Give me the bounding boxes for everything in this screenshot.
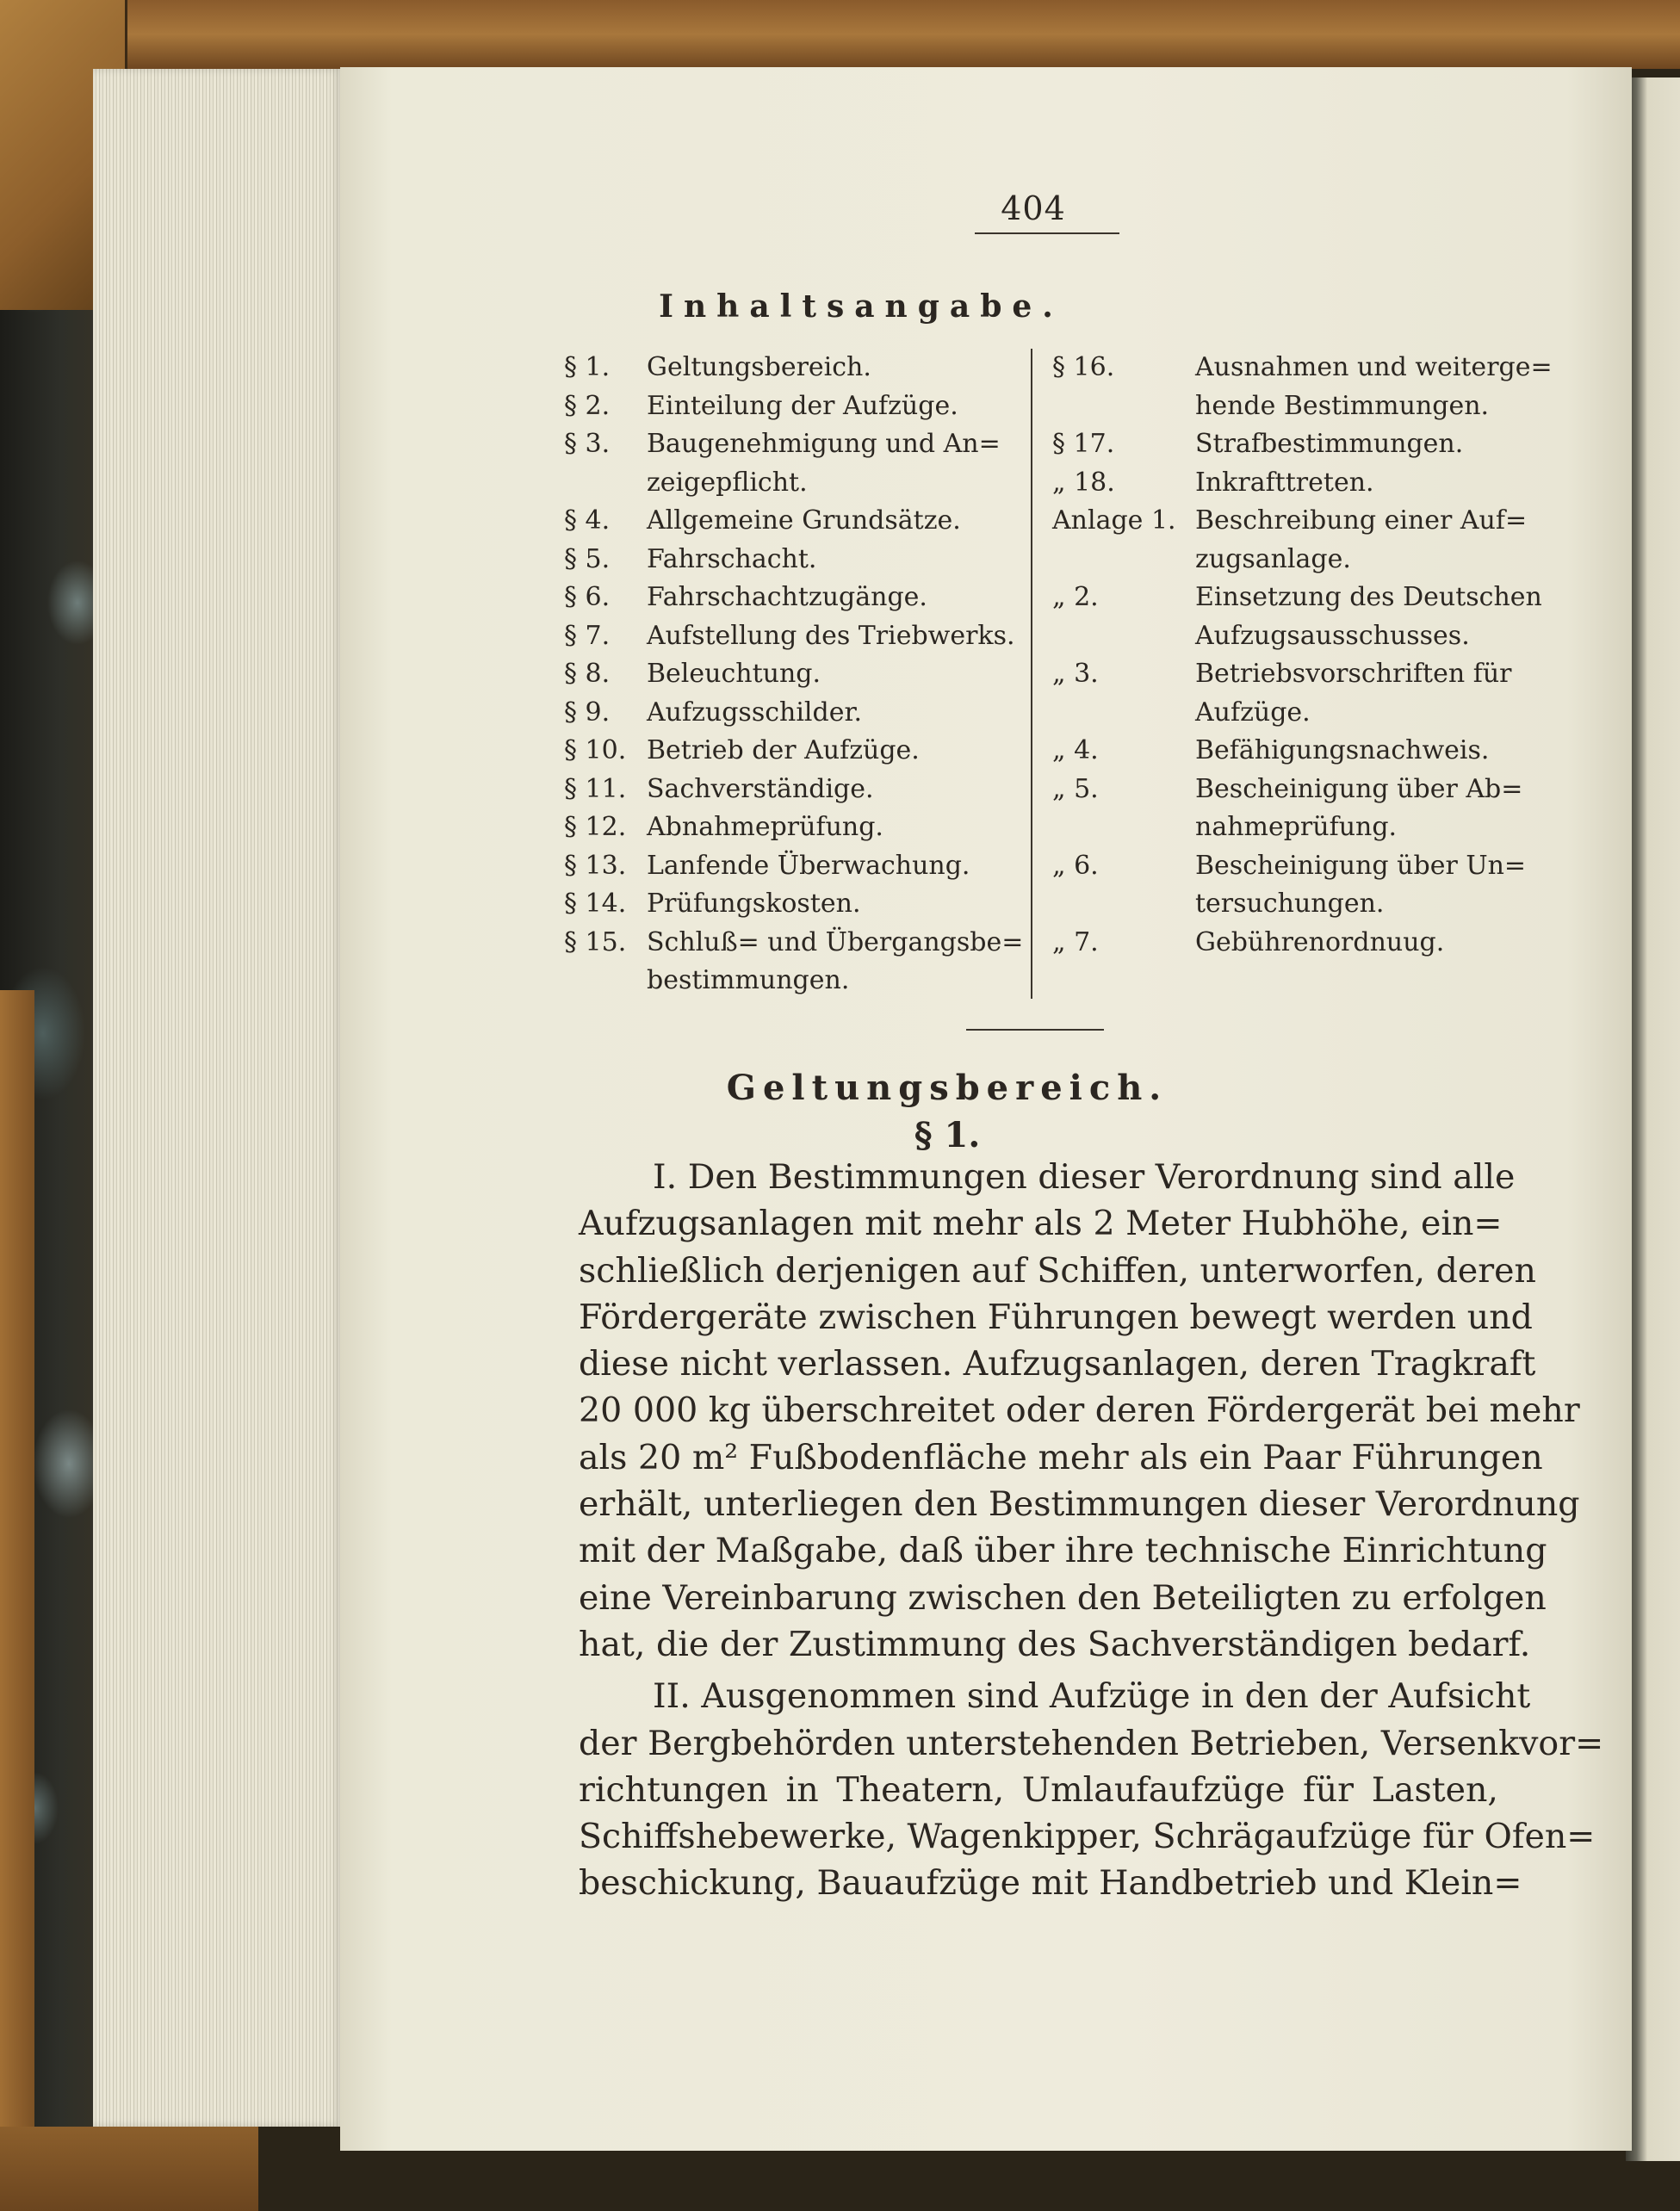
toc-entry-label: Fahrschacht. — [647, 543, 817, 574]
text-line: Schiffshebewerke, Wagenkipper, Schrägaufzüge für Ofen= — [579, 1817, 1596, 1857]
toc-entry-number: § 7. — [564, 620, 611, 651]
toc-entry-continuation: Aufzugsausschusses. — [1195, 620, 1470, 651]
toc-entry-label: Beleuchtung. — [647, 659, 821, 689]
toc-entry — [564, 847, 1033, 886]
leather-binding-bottom — [0, 2127, 258, 2211]
text-line: schließlich derjenigen auf Schiffen, unterworfen, deren — [579, 1250, 1536, 1291]
toc-entry — [564, 885, 1033, 924]
toc-entry-number: § 1. — [564, 352, 611, 382]
leather-spine — [0, 990, 34, 2211]
toc-entry — [1052, 579, 1542, 617]
toc-entry — [564, 924, 1033, 963]
toc-entry — [564, 655, 1033, 694]
toc-entry — [1052, 502, 1528, 541]
toc-entry — [564, 579, 1033, 617]
toc-entry-label: Sachverständige. — [647, 773, 874, 804]
text-line: eine Vereinbarung zwischen den Beteiligten zu erfolgen — [579, 1577, 1547, 1618]
toc-entry-continuation: zugsanlage. — [1195, 543, 1351, 574]
toc-entry-label: Betriebsvorschriften für — [1195, 659, 1512, 689]
text-line: Fördergeräte zwischen Führungen bewegt werden und — [579, 1297, 1533, 1337]
toc-entry — [564, 617, 1033, 656]
toc-entry-continuation: zeigepflicht. — [647, 467, 808, 498]
toc-entry-label: Bescheinigung über Un= — [1195, 850, 1527, 881]
toc-title: Inhaltsangabe. — [659, 288, 1063, 325]
toc-entry-continuation: hende Bestimmungen. — [1195, 390, 1490, 421]
toc-entry-number: „ 3. — [1052, 659, 1099, 689]
text-line: mit der Maßgabe, daß über ihre technische Einrichtung — [579, 1531, 1547, 1571]
body-text — [579, 1154, 1604, 1907]
toc-entry-number: § 12. — [564, 812, 627, 842]
toc-entry-number: „ 4. — [1052, 735, 1099, 765]
toc-entry-label: Betrieb der Aufzüge. — [647, 735, 920, 765]
toc-entry — [1052, 924, 1500, 963]
toc-entry-label: Lanfende Überwachung. — [647, 850, 970, 881]
text-line: erhält, unterliegen den Bestimmungen dieser Verordnung — [579, 1484, 1580, 1525]
toc-entry-number: § 3. — [564, 429, 611, 459]
toc-entry-number: § 17. — [1052, 429, 1115, 459]
toc-entry — [1052, 771, 1523, 809]
toc-entry-number: „ 5. — [1052, 773, 1099, 804]
toc-entry-label: Geltungsbereich. — [647, 352, 871, 382]
toc-entry-continuation: tersuchungen. — [1195, 889, 1385, 919]
toc-entry — [1052, 655, 1512, 694]
section-rule — [966, 1029, 1104, 1031]
toc-entry-label: Fahrschachtzugänge. — [647, 582, 927, 612]
page-number: 404 — [1001, 189, 1066, 227]
toc-entry — [564, 808, 1033, 847]
text-line: der Bergbehörden unterstehenden Betrieben, Versenkvor= — [579, 1723, 1604, 1763]
text-line: als 20 m² Fußbodenfläche mehr als ein Paar Führungen — [579, 1437, 1543, 1477]
leather-binding-top — [0, 0, 1680, 69]
text-line: 20 000 kg überschreitet oder deren Fördergerät bei mehr — [579, 1390, 1580, 1431]
toc-entry-label: Aufzugsschilder. — [647, 697, 863, 728]
toc-entry-continuation: bestimmungen. — [647, 965, 850, 995]
toc-entry-label: Aufstellung des Triebwerks. — [647, 620, 1015, 651]
toc-entry-label: Abnahmeprüfung. — [647, 812, 883, 842]
toc-left-column — [564, 349, 1033, 1000]
toc-entry-label: Befähigungsnachweis. — [1195, 735, 1490, 765]
toc-entry-number: § 15. — [564, 926, 627, 957]
toc-entry — [564, 425, 1033, 464]
toc-entry-number: § 9. — [564, 697, 611, 728]
toc-entry-number: § 16. — [1052, 352, 1115, 382]
toc-entry-label: Einteilung der Aufzüge. — [647, 390, 958, 421]
toc-entry — [564, 541, 1033, 579]
toc-entry-number: § 6. — [564, 582, 611, 612]
paragraph-label: § 1. — [914, 1115, 981, 1155]
toc-entry-number: § 4. — [564, 505, 611, 536]
toc-entry — [1052, 464, 1500, 503]
toc-entry-number: „ 18. — [1052, 467, 1115, 498]
text-line: Aufzugsanlagen mit mehr als 2 Meter Hubhöhe, ein= — [579, 1204, 1503, 1244]
text-line: diese nicht verlassen. Aufzugsanlagen, deren Tragkraft — [579, 1344, 1536, 1384]
toc-entry — [564, 732, 1033, 771]
toc-entry-number: § 13. — [564, 850, 627, 881]
toc-entry-number: „ 7. — [1052, 926, 1099, 957]
text-line: I. Den Bestimmungen dieser Verordnung sind alle — [653, 1157, 1516, 1197]
toc-divider — [1031, 349, 1032, 999]
section-title: Geltungsbereich. — [726, 1068, 1169, 1108]
toc-entry-label: Prüfungskosten. — [647, 889, 861, 919]
toc-entry-label: Strafbestimmungen. — [1195, 429, 1464, 459]
toc-entry-number: § 14. — [564, 889, 627, 919]
toc-entry-label: Gebührenordnuug. — [1195, 926, 1445, 957]
toc-entry-label: Inkrafttreten. — [1195, 467, 1374, 498]
toc-entry-label: Beschreibung einer Auf= — [1195, 505, 1528, 536]
toc-entry-number: § 10. — [564, 735, 627, 765]
toc-entry-label: Schluß= und Übergangsbe= — [647, 926, 1024, 957]
toc-entry-number: § 5. — [564, 543, 611, 574]
text-line: hat, die der Zustimmung des Sachverständigen bedarf. — [579, 1624, 1531, 1664]
toc-entry — [564, 694, 1033, 733]
facing-page-edge — [1626, 77, 1680, 2161]
toc-entry-number: § 8. — [564, 659, 611, 689]
toc-entry-label: Baugenehmigung und An= — [647, 429, 1001, 459]
toc-entry — [1052, 847, 1527, 886]
text-line: II. Ausgenommen sind Aufzüge in den der Aufsicht — [653, 1676, 1531, 1717]
toc-entry-label: Ausnahmen und weiterge= — [1195, 352, 1553, 382]
text-line: beschickung, Bauaufzüge mit Handbetrieb und Klein= — [579, 1863, 1522, 1904]
toc-entry-number: Anlage 1. — [1052, 505, 1176, 536]
toc-entry-number: „ 2. — [1052, 582, 1099, 612]
text-line: richtungen in Theatern, Umlaufaufzüge für Lasten, — [579, 1769, 1498, 1810]
header-rule — [975, 232, 1119, 234]
toc-entry-number: „ 6. — [1052, 850, 1099, 881]
toc-entry-continuation: nahmeprüfung. — [1195, 812, 1398, 842]
toc-entry — [564, 771, 1033, 809]
toc-entry — [564, 349, 1033, 387]
toc-entry-number: § 2. — [564, 390, 611, 421]
toc-entry-label: Allgemeine Grundsätze. — [647, 505, 961, 536]
toc-entry-number: § 11. — [564, 773, 627, 804]
toc-entry-label: Bescheinigung über Ab= — [1195, 773, 1523, 804]
toc-entry — [1052, 349, 1553, 387]
toc-entry — [1052, 732, 1500, 771]
toc-entry-continuation: Aufzüge. — [1195, 697, 1311, 728]
page-edges — [93, 69, 343, 2127]
toc-entry — [564, 502, 1033, 541]
toc-right-column — [1052, 349, 1553, 962]
toc-entry — [1052, 425, 1500, 464]
toc-entry-label: Einsetzung des Deutschen — [1195, 582, 1542, 612]
toc-entry — [564, 387, 1033, 426]
